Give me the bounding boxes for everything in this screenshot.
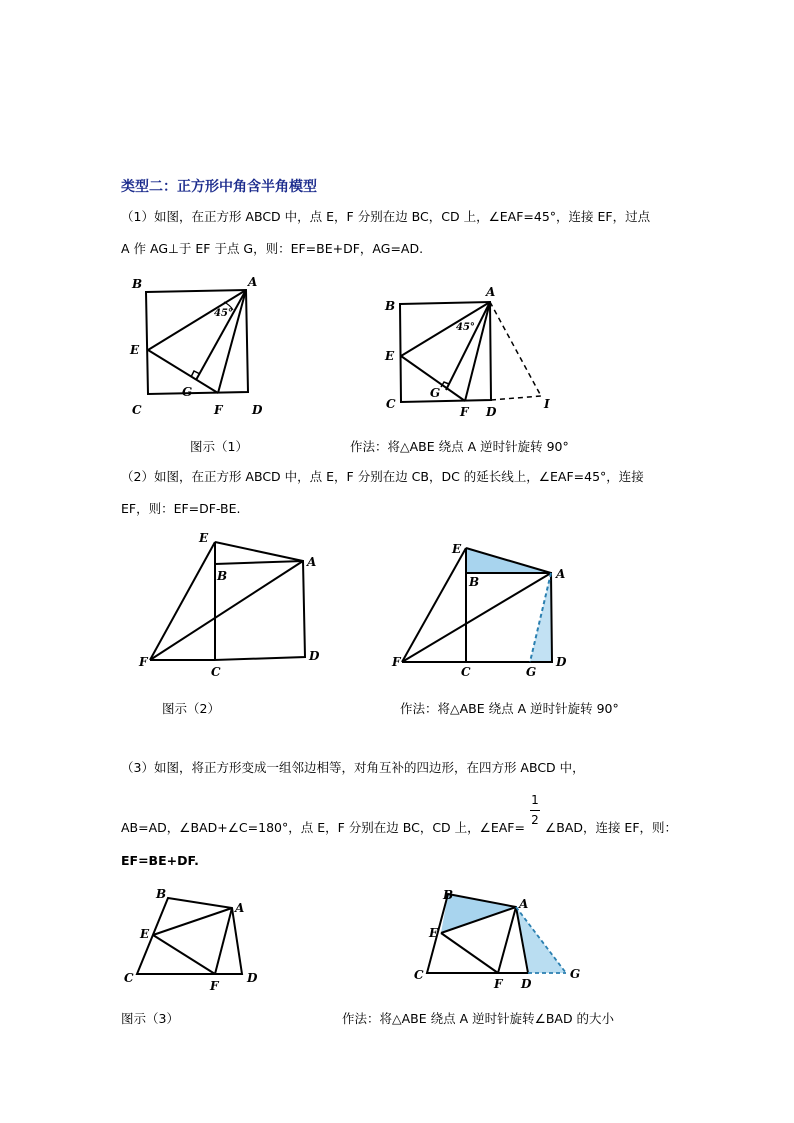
label-f: F [214, 403, 223, 417]
figure-2-diagram [135, 528, 335, 683]
label-b-2: B [385, 299, 396, 313]
label-e: E [130, 343, 140, 357]
label-c-4: C [461, 665, 471, 679]
label-45-2: 45° [456, 322, 475, 333]
label-g-6: G [570, 967, 581, 981]
label-g: G [182, 385, 193, 399]
label-e-2: E [385, 349, 395, 363]
label-c-5: C [124, 971, 134, 985]
label-f-6: F [494, 977, 503, 991]
figure-2-method-diagram [390, 540, 590, 685]
figure-3-diagram [120, 886, 270, 996]
label-g-4: G [526, 665, 537, 679]
label-c-3: C [211, 665, 221, 679]
section-title: 类型二：正方形中角含半角模型 [121, 179, 317, 195]
label-a: A [248, 275, 258, 289]
label-e-6: E [429, 926, 439, 940]
label-a-3: A [307, 555, 317, 569]
label-d-2: D [486, 405, 497, 419]
label-e-4: E [452, 542, 462, 556]
label-f-3: F [139, 655, 148, 669]
paragraph-1-line-2: A 作 AG⊥于 EF 于点 G，则：EF=BE+DF，AG=AD. [121, 241, 424, 256]
label-45: 45° [214, 308, 233, 319]
label-e-3: E [199, 531, 209, 545]
label-d-6: D [521, 977, 532, 991]
figure-2-method: 作法：将△ABE 绕点 A 逆时针旋转 90° [400, 701, 619, 716]
segment-ag [196, 290, 246, 380]
fraction-bar [530, 810, 540, 811]
label-c: C [132, 403, 142, 417]
label-e-5: E [140, 927, 150, 941]
label-b-5: B [156, 887, 167, 901]
label-c-2: C [386, 397, 396, 411]
label-c-6: C [414, 968, 424, 982]
label-d: D [252, 403, 263, 417]
label-b-3: B [217, 569, 228, 583]
paragraph-3-line-2-b: ∠BAD，连接 EF，则： [545, 820, 678, 835]
label-i: I [544, 397, 550, 411]
label-f-4: F [392, 655, 401, 669]
label-a-4: A [556, 567, 566, 581]
label-b-4: B [469, 575, 480, 589]
figure-3-method-diagram [410, 886, 590, 996]
paragraph-2-line-2: EF，则：EF=DF-BE. [121, 501, 241, 516]
figure-3-method: 作法：将△ABE 绕点 A 逆时针旋转∠BAD 的大小 [342, 1011, 615, 1026]
figure-2-caption: 图示（2） [162, 701, 220, 716]
label-f-2: F [460, 405, 469, 419]
figure-1-diagram [120, 272, 280, 422]
figure-1-method: 作法：将△ABE 绕点 A 逆时针旋转 90° [350, 439, 569, 454]
figure-1-method-diagram [380, 284, 570, 424]
paragraph-3-line-2-a: AB=AD，∠BAD+∠C=180°，点 E，F 分别在边 BC，CD 上，∠EAF= [121, 820, 525, 835]
label-b: B [132, 277, 143, 291]
paragraph-2-line-1: （2）如图，在正方形 ABCD 中，点 E，F 分别在边 CB，DC 的延长线上，∠EAF=45°，连接 [121, 469, 644, 484]
paragraph-3-line-1: （3）如图，将正方形变成一组邻边相等，对角互补的四边形，在四方形 ABCD 中， [121, 760, 585, 775]
label-a-6: A [519, 897, 529, 911]
figure-3-caption: 图示（3） [121, 1011, 179, 1026]
paragraph-1-line-1: （1）如图，在正方形 ABCD 中，点 E，F 分别在边 BC，CD 上，∠EAF=45°，连接 EF，过点 [121, 209, 651, 224]
label-a-2: A [486, 285, 496, 299]
label-g-2: G [430, 386, 441, 400]
label-a-5: A [235, 901, 245, 915]
label-d-3: D [309, 649, 320, 663]
label-d-4: D [556, 655, 567, 669]
fraction-denominator: 2 [531, 813, 539, 827]
figure-1-caption: 图示（1） [190, 439, 248, 454]
label-b-6: B [443, 888, 454, 902]
label-d-5: D [247, 971, 258, 985]
label-f-5: F [210, 979, 219, 993]
paragraph-3-line-3: EF=BE+DF. [121, 853, 199, 868]
fraction-numerator: 1 [531, 793, 539, 807]
